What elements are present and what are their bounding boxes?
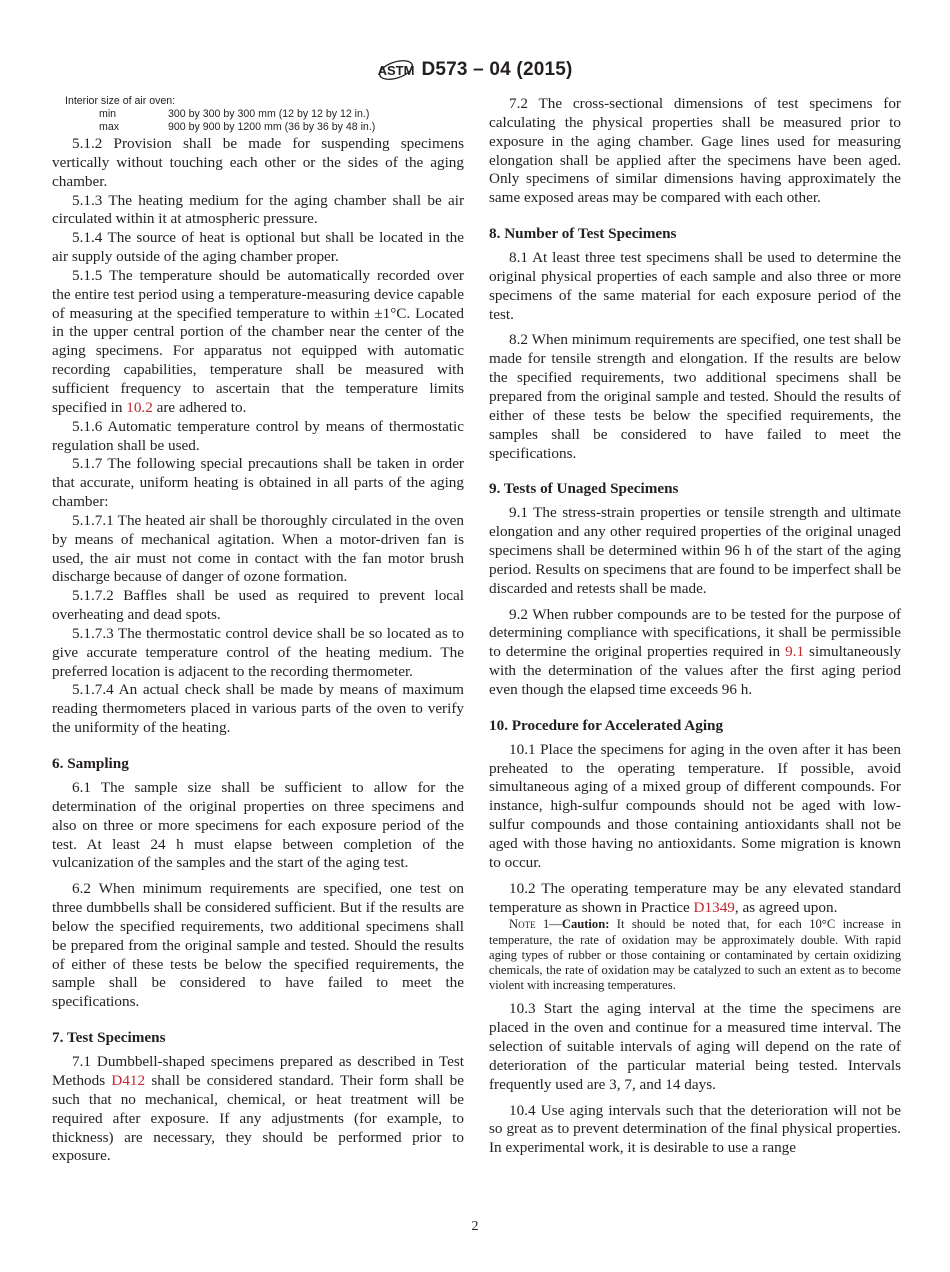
para-5-1-6: 5.1.6 Automatic temperature control by means of thermostatic regulation shall be used.: [52, 417, 464, 454]
oven-size-table: [65, 95, 464, 134]
link-9-1[interactable]: 9.1: [785, 643, 805, 661]
page-number: 2: [471, 1219, 479, 1234]
para-5-1-7: 5.1.7 The following special precautions shall be taken in order that accurate, uniform heating is obtained in all parts of the aging chamber:: [52, 455, 464, 511]
link-10-2[interactable]: 10.2: [126, 398, 153, 416]
para-5-1-5: [52, 267, 464, 418]
para-7-2: 7.2 The cross-sectional dimensions of test specimens for calculating the physical properties shall be measured prior to exposure in the aging chamber. Gage lines used for measuring elongation shall be applied after the specimens have been aged. Only specimens of similar dimensions having approximately the same exposed areas may be compared with each other.: [489, 95, 901, 207]
para-text: 5.1.5 The temperature should be automatically recorded over the entire test period using a temperature-measuring device capable of measuring at the specified temperature to within ±1°C. Located in the upper central portion of the chamber near the center of the aging specimens. For apparatus not equipped with automatic recording capabilities, temperature shall be measured with sufficient frequency to ascertain that the temperature limits specified in: [52, 266, 464, 416]
oven-row-value: 900 by 900 by 1200 mm (36 by 36 by 48 in.): [168, 121, 376, 133]
para-text: , as agreed upon.: [734, 898, 838, 916]
right-column: [489, 95, 901, 1158]
para-7-1: [52, 1053, 464, 1166]
note-label: Note 1: [509, 917, 550, 932]
oven-row-min: [65, 108, 464, 121]
section-heading-10: 10. Procedure for Accelerated Aging: [489, 716, 724, 734]
oven-table-title: Interior size of air oven:: [65, 95, 176, 107]
para-5-1-2: 5.1.2 Provision shall be made for suspending specimens vertically without touching each other or the sides of the aging chamber.: [52, 135, 464, 190]
oven-row-label: max: [99, 121, 120, 133]
para-10-1: 10.1 Place the specimens for aging in the oven after it has been preheated to the operating temperature. If possible, avoid simultaneous aging of a mixed group of different compounds. For instance, high-sulfur compounds should not be aged with low-sulfur compounds and those containing antioxidants shall not be aged with those having no antioxidants. Some migration is known to occur.: [489, 740, 901, 871]
para-9-2: [489, 606, 901, 700]
note-dash: —: [549, 917, 562, 932]
para-5-1-7-1: 5.1.7.1 The heated air shall be thoroughly circulated in the oven by means of mechanical agitation. When a motor-driven fan is used, the air must not come in contact with the fan motor brush discharge because of danger of ozone formation.: [52, 511, 464, 586]
note-caution: Caution:: [561, 917, 610, 932]
document-id: D573 – 04 (2015): [421, 59, 573, 80]
oven-row-value: 300 by 300 by 300 mm (12 by 12 by 12 in.): [168, 108, 370, 120]
para-8-2: 8.2 When minimum requirements are specified, one test shall be made for tensile strength and elongation. If the results are below the specified requirements, two additional specimens shall be prepared from the original sample and tested. Should the results of either of these tests be below the specified requirements, the samples shall be considered to have failed to meet the specifications.: [489, 331, 901, 462]
para-10-2: [489, 880, 901, 918]
para-text: 10.2 The operating temperature may be any elevated standard temperature as shown in Practice: [489, 879, 901, 916]
para-6-1: 6.1 The sample size shall be sufficient to allow for the determination of the original properties on three specimens and also on three or more specimens for each exposure period of the test. At least 24 h must elapse between completion of the vulcanization of the samples and the start of the aging test.: [52, 779, 464, 872]
para-6-2: 6.2 When minimum requirements are specified, one test on three dumbbells shall be considered sufficient. But if the results are below the specified requirements, two additional specimens shall be prepared from the original sample and tested. Should the results of either of these tests be below the specified requirements, the sample shall be considered to have failed to meet the specifications.: [52, 880, 464, 1011]
section-heading-9: 9. Tests of Unaged Specimens: [489, 480, 679, 498]
para-5-1-7-4: 5.1.7.4 An actual check shall be made by means of maximum reading thermometers placed in various parts of the oven to verify the uniformity of the heating.: [52, 681, 464, 737]
para-text: 7.1 Dumbbell-shaped specimens prepared as described in Test Methods: [52, 1053, 464, 1089]
page-header: [0, 55, 950, 85]
para-text: shall be considered standard. Their form shall be such that no mechanical, chemical, or heat treatment will be required after exposure. If any adjustments (for example, to thickness) are necessary, they should be performed prior to exposure.: [52, 1071, 464, 1165]
note-1: [489, 917, 901, 993]
section-heading-6: 6. Sampling: [52, 755, 129, 772]
para-10-3: 10.3 Start the aging interval at the time the specimens are placed in the oven and continue for a measured time interval. The selection of suitable intervals of aging will depend on the rate of deterioration of the particular material being tested. Intervals frequently used are 3, 7, and 14 days.: [489, 1000, 901, 1093]
para-8-1: 8.1 At least three test specimens shall be used to determine the original physical properties of each sample and also three or more specimens of the same material for each exposure period of the test.: [489, 249, 901, 323]
para-5-1-4: 5.1.4 The source of heat is optional but shall be located in the air supply outside of the aging chamber proper.: [52, 229, 464, 266]
para-text: simultaneously with the determination of the values after the first aging period even though the elapsed time exceeds 96 h.: [489, 643, 902, 698]
para-10-4: 10.4 Use aging intervals such that the deterioration will not be so great as to prevent determination of the final physical properties. In experimental work, it is desirable to use a range: [489, 1101, 901, 1157]
svg-text:ASTM: ASTM: [378, 63, 415, 78]
section-heading-7: 7. Test Specimens: [52, 1029, 166, 1047]
para-text: are adhered to.: [152, 398, 247, 416]
para-5-1-3: 5.1.3 The heating medium for the aging chamber shall be air circulated within it at atmospheric pressure.: [52, 191, 464, 228]
oven-row-label: min: [99, 108, 117, 120]
left-column: [52, 95, 464, 1166]
section-heading-8: 8. Number of Test Specimens: [489, 225, 677, 243]
para-5-1-7-2: 5.1.7.2 Baffles shall be used as required to prevent local overheating and dead spots.: [52, 587, 464, 624]
note-text: It should be noted that, for each 10°C increase in temperature, the rate of oxidation may be approximately double. With rapid aging types of rubber or those containing or contaminated by certain oxidizing chemicals, the rate of oxidation may be catalyzed to such an extent as to become violent with increasing temperatures.: [489, 917, 901, 993]
link-d1349[interactable]: D1349: [693, 898, 735, 916]
oven-row-max: [65, 121, 464, 134]
para-text: 9.2 When rubber compounds are to be tested for the purpose of determining compliance with specifications, it shall be permissible to determine the original properties required in: [489, 605, 901, 661]
para-9-1: 9.1 The stress-strain properties or tensile strength and ultimate elongation and any other required properties of the original unaged specimens shall be determined within 96 h of the start of the aging period. Results on specimens that are found to be imperfect shall be discarded and retests shall be made.: [489, 504, 901, 597]
link-d412[interactable]: D412: [111, 1071, 146, 1089]
para-5-1-7-3: 5.1.7.3 The thermostatic control device shall be so located as to give accurate temperature control of the heating medium. The preferred location is adjacent to the recording thermometer.: [52, 624, 464, 680]
astm-logo-icon: [377, 55, 415, 85]
